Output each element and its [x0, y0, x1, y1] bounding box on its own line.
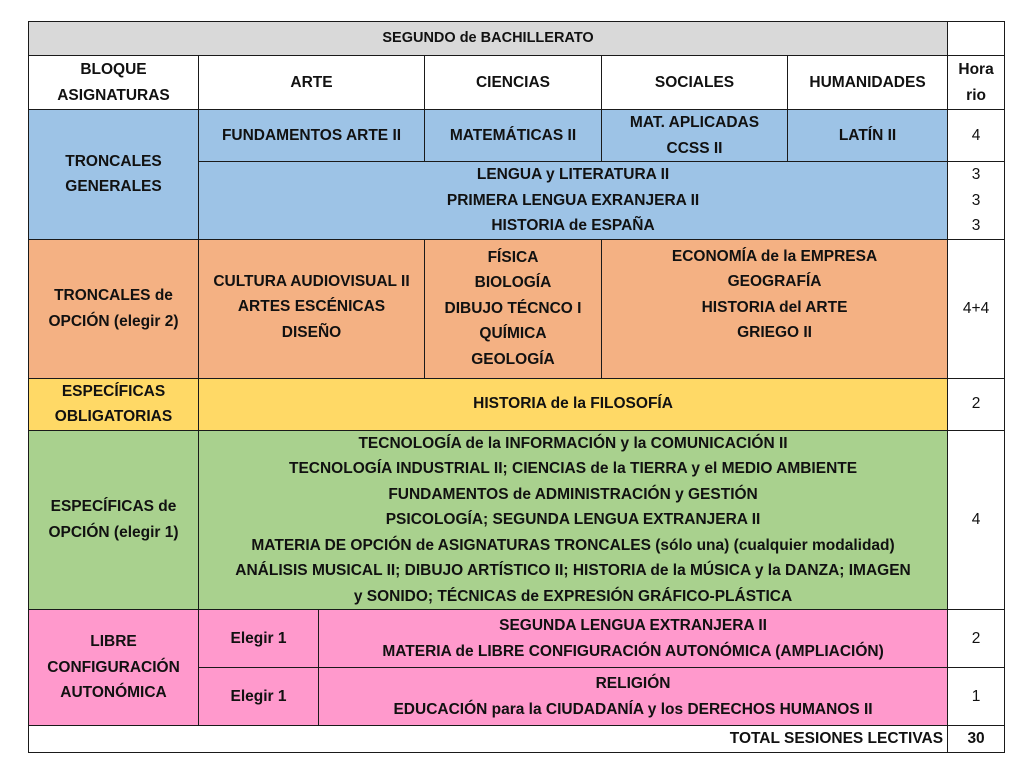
troncales-opcion-label	[29, 239, 199, 378]
subject-line: LENGUA y LITERATURA II	[476, 166, 670, 183]
opcion-arte	[199, 239, 425, 378]
opcion-horas: 4+4	[948, 239, 1005, 378]
subject-line: MATERIA de LIBRE CONFIGURACIÓN AUTONÓMICA (AMPLIACIÓN)	[382, 642, 884, 660]
subject-line: CCSS II	[666, 139, 723, 157]
header-horario-line: Hora	[958, 61, 994, 78]
title-row	[29, 22, 1005, 56]
troncales-comunes-horas	[948, 162, 1005, 240]
subject-line: QUÍMICA	[479, 325, 547, 343]
label-line: ESPECÍFICAS de	[50, 498, 177, 516]
especificas-obligatorias-horas: 2	[948, 378, 1005, 430]
subject-line: ANÁLISIS MUSICAL II; DIBUJO ARTÍSTICO II; HISTORIA de la MÚSICA y la DANZA; IMAGEN	[235, 562, 911, 579]
especificas-opcion-horas: 4	[948, 430, 1005, 610]
especificas-opcion-row	[29, 430, 1005, 610]
hours-line: 3	[971, 166, 981, 183]
header-bloque-line: ASIGNATURAS	[57, 86, 170, 104]
label-line: AUTONÓMICA	[60, 684, 167, 702]
opcion-sociales-humanidades	[602, 239, 948, 378]
label-line: LIBRE	[90, 633, 137, 651]
troncales-generales-row	[29, 110, 1005, 162]
subject-line: ARTES ESCÉNICAS	[237, 298, 386, 315]
header-arte: ARTE	[199, 56, 425, 110]
opcion-ciencias	[425, 239, 602, 378]
libre-configuracion-label	[29, 610, 199, 726]
hours-line: 3	[971, 191, 981, 209]
especificas-obligatorias-asignatura: HISTORIA de la FILOSOFÍA	[199, 378, 948, 430]
subject-line: MAT. APLICADAS	[629, 114, 760, 131]
subject-line: GRIEGO II	[737, 324, 812, 341]
libre-asignaturas-1	[319, 610, 948, 668]
header-horario-line: rio	[966, 86, 986, 104]
subject-line: BIOLOGÍA	[474, 274, 552, 292]
label-line: OPCIÓN (elegir 2)	[48, 312, 179, 330]
subject-line: FÍSICA	[487, 248, 539, 266]
troncales-comunes	[199, 162, 948, 240]
table-title-text: SEGUNDO de BACHILLERATO	[382, 29, 594, 46]
especificas-opcion-asignaturas	[199, 430, 948, 610]
curriculum-table	[28, 21, 1005, 753]
subject-line: SEGUNDA LENGUA EXTRANJERA II	[499, 617, 767, 634]
subject-line: TECNOLOGÍA de la INFORMACIÓN y la COMUNICACIÓN II	[358, 434, 788, 452]
especificas-obligatorias-label	[29, 378, 199, 430]
label-line: TRONCALES	[65, 152, 162, 170]
subject-line: y SONIDO; TÉCNICAS de EXPRESIÓN GRÁFICO-PLÁSTICA	[353, 587, 793, 605]
header-ciencias: CIENCIAS	[425, 56, 602, 110]
subject-line: EDUCACIÓN para la CIUDADANÍA y los DERECHOS HUMANOS II	[393, 700, 873, 718]
subject-line: GEOGRAFÍA	[727, 273, 822, 290]
troncal-humanidades: LATÍN II	[788, 110, 948, 162]
troncal-arte: FUNDAMENTOS ARTE II	[199, 110, 425, 162]
table-title	[29, 22, 948, 56]
subject-line: DIBUJO TÉCNCO I	[444, 299, 582, 317]
label-line: CONFIGURACIÓN	[47, 658, 180, 676]
label-line: TRONCALES de	[54, 287, 173, 304]
subject-line: CULTURA AUDIOVISUAL II	[213, 272, 410, 290]
libre-asignaturas-2	[319, 668, 948, 726]
total-row	[29, 726, 1005, 753]
header-row	[29, 56, 1005, 110]
header-bloque	[29, 56, 199, 110]
troncal-ciencias: MATEMÁTICAS II	[425, 110, 602, 162]
title-row-horario-empty	[948, 22, 1005, 56]
subject-line: ECONOMÍA de la EMPRESA	[671, 247, 878, 265]
label-line: OBLIGATORIAS	[54, 408, 173, 425]
subject-line: PSICOLOGÍA; SEGUNDA LENGUA EXTRANJERA II	[385, 511, 761, 528]
total-value: 30	[948, 726, 1005, 753]
total-label: TOTAL SESIONES LECTIVAS	[29, 726, 948, 753]
label-line: OPCIÓN (elegir 1)	[48, 523, 179, 541]
libre-elegir-1: Elegir 1	[199, 610, 319, 668]
subject-line: PRIMERA LENGUA EXRANJERA II	[446, 191, 700, 209]
especificas-obligatorias-row	[29, 378, 1005, 430]
troncales-opcion-row	[29, 239, 1005, 378]
label-line: ESPECÍFICAS	[61, 382, 166, 400]
libre-elegir-2: Elegir 1	[199, 668, 319, 726]
subject-line: FUNDAMENTOS de ADMINISTRACIÓN y GESTIÓN	[388, 485, 758, 503]
subject-line: HISTORIA del ARTE	[701, 298, 848, 316]
header-horario	[948, 56, 1005, 110]
subject-line: HISTORIA de ESPAÑA	[491, 217, 655, 234]
header-sociales: SOCIALES	[602, 56, 788, 110]
libre-horas-1: 2	[948, 610, 1005, 668]
label-line: GENERALES	[65, 178, 162, 196]
troncal-modalidad-horas: 4	[948, 110, 1005, 162]
especificas-opcion-label	[29, 430, 199, 610]
troncales-generales-label	[29, 110, 199, 240]
hours-line: 3	[971, 217, 981, 234]
libre-horas-2: 1	[948, 668, 1005, 726]
subject-line: MATERIA DE OPCIÓN de ASIGNATURAS TRONCALES (sólo una) (cualquier modalidad)	[251, 536, 895, 554]
header-humanidades: HUMANIDADES	[788, 56, 948, 110]
subject-line: GEOLOGÍA	[471, 350, 555, 368]
libre-row-1	[29, 610, 1005, 668]
subject-line: TECNOLOGÍA INDUSTRIAL II; CIENCIAS de la TIERRA y el MEDIO AMBIENTE	[288, 460, 858, 477]
header-bloque-line: BLOQUE	[80, 61, 147, 78]
subject-line: RELIGIÓN	[595, 675, 671, 692]
troncal-sociales	[602, 110, 788, 162]
subject-line: DISEÑO	[281, 323, 342, 341]
